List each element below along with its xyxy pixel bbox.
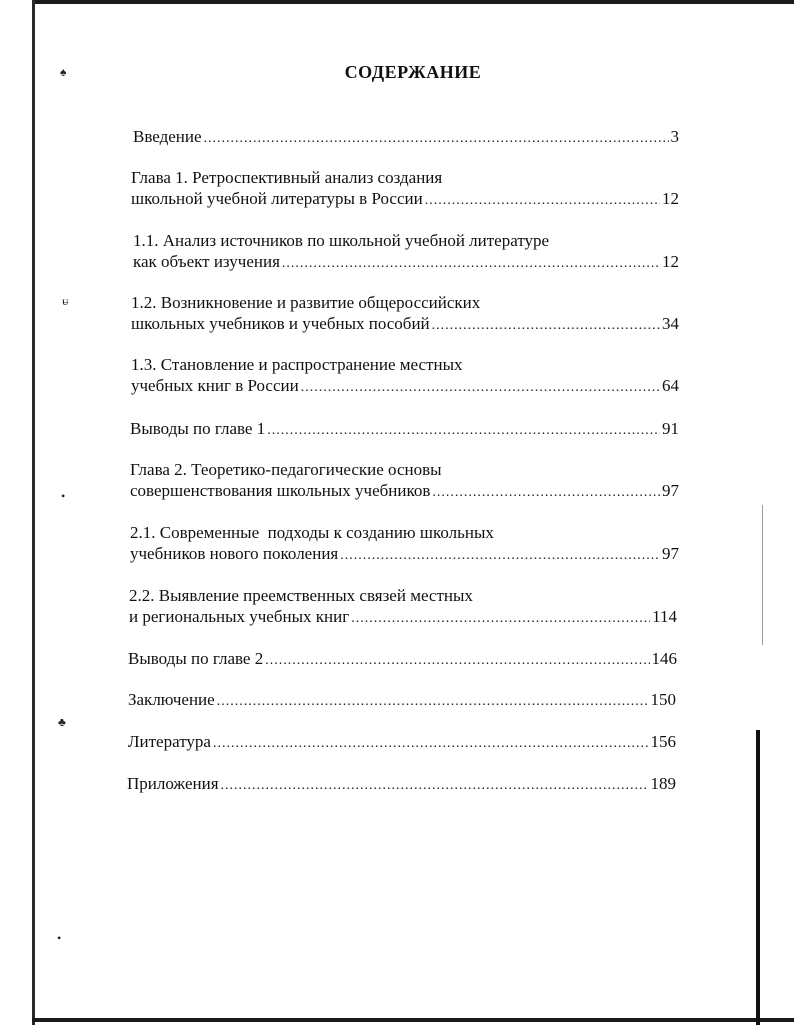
toc-leader-dots <box>432 482 660 503</box>
toc-leader-dots <box>351 608 650 629</box>
toc-leader-dots <box>282 253 660 274</box>
toc-entry-title: Заключение <box>128 690 215 709</box>
toc-entry <box>130 522 679 566</box>
toc-leader-dots <box>217 691 649 712</box>
toc-leader-dots <box>204 128 669 149</box>
scan-edge-top <box>32 0 794 4</box>
toc-entry <box>127 773 676 796</box>
toc-leader-dots <box>267 420 660 441</box>
toc-entry-title-line1: Глава 1. Ретроспективный анализ создания <box>131 168 443 187</box>
toc-entry-title: Выводы по главе 1 <box>130 419 266 438</box>
toc-entry <box>128 731 676 754</box>
punch-hole-mark: • <box>61 489 66 503</box>
toc-leader-dots <box>221 775 649 796</box>
toc-entry-title-line1: Глава 2. Теоретико-педагогические основы <box>130 460 442 479</box>
toc-entry <box>131 167 679 211</box>
toc-page-number: 3 <box>670 127 679 146</box>
scan-edge-right <box>756 730 760 1025</box>
page-title: СОДЕРЖАНИЕ <box>344 62 482 82</box>
toc-entry <box>129 585 677 629</box>
toc-page-number: 91 <box>662 419 679 438</box>
toc-entry-title-line1: 1.1. Анализ источников по школьной учебной литературе <box>133 231 550 250</box>
toc-page-number: 12 <box>662 252 679 271</box>
punch-hole-mark: ♠ <box>60 65 67 79</box>
toc-entry-title: школьной учебной литературы в России <box>131 189 423 208</box>
toc-entry-title: Введение <box>133 127 202 146</box>
toc-page-number: 150 <box>650 690 676 709</box>
toc-page-number: 97 <box>662 481 679 500</box>
toc-entry-title: Литература <box>128 732 211 751</box>
toc-entry-title-line1: 2.2. Выявление преемственных связей местных <box>129 586 473 605</box>
toc-entry-title: и региональных учебных книг <box>129 607 350 626</box>
toc-entry-title-line1: 2.1. Современные подходы к созданию школьных <box>130 523 494 542</box>
toc-leader-dots <box>213 733 649 754</box>
toc-page-number: 97 <box>662 544 679 563</box>
toc-entry-title: совершенствования школьных учебников <box>130 481 431 500</box>
toc-entry-title: Выводы по главе 2 <box>128 649 264 668</box>
toc-entry <box>130 459 679 503</box>
toc-page-number: 34 <box>662 314 679 333</box>
punch-hole-mark: • <box>57 931 62 945</box>
toc-page-number: 156 <box>650 732 676 751</box>
toc-leader-dots <box>265 650 649 671</box>
toc-entry-title: как объект изучения <box>133 252 280 271</box>
toc-entry <box>133 230 679 274</box>
toc-entry <box>131 292 679 336</box>
toc-leader-dots <box>432 315 660 336</box>
toc-page-number: 12 <box>662 189 679 208</box>
toc-entry <box>130 418 679 441</box>
toc-page-number: 189 <box>650 774 676 793</box>
toc-leader-dots <box>425 190 660 211</box>
toc-page-number: 146 <box>651 649 677 668</box>
scan-edge-right-faint <box>762 505 763 645</box>
scan-edge-bottom <box>32 1018 794 1022</box>
toc-entry <box>128 648 677 671</box>
toc-entry-title: учебников нового поколения <box>130 544 339 563</box>
toc-entry-title: школьных учебников и учебных пособий <box>131 314 430 333</box>
toc-entry <box>128 689 676 712</box>
toc-page-number: 64 <box>662 376 679 395</box>
scan-edge-left <box>32 0 35 1025</box>
toc-leader-dots <box>340 545 660 566</box>
toc-entry-title-line1: 1.2. Возникновение и развитие общероссийских <box>131 293 481 312</box>
toc-entry <box>133 126 679 149</box>
punch-hole-mark: ᵾ <box>62 294 69 308</box>
toc-entry-title: Приложения <box>127 774 219 793</box>
punch-hole-mark: ♣ <box>58 715 66 729</box>
toc-page-number: 114 <box>652 607 677 626</box>
toc-entry-title-line1: 1.3. Становление и распространение местных <box>131 355 463 374</box>
toc-entry <box>131 354 679 398</box>
toc-entry-title: учебных книг в России <box>131 376 299 395</box>
toc-leader-dots <box>301 377 660 398</box>
